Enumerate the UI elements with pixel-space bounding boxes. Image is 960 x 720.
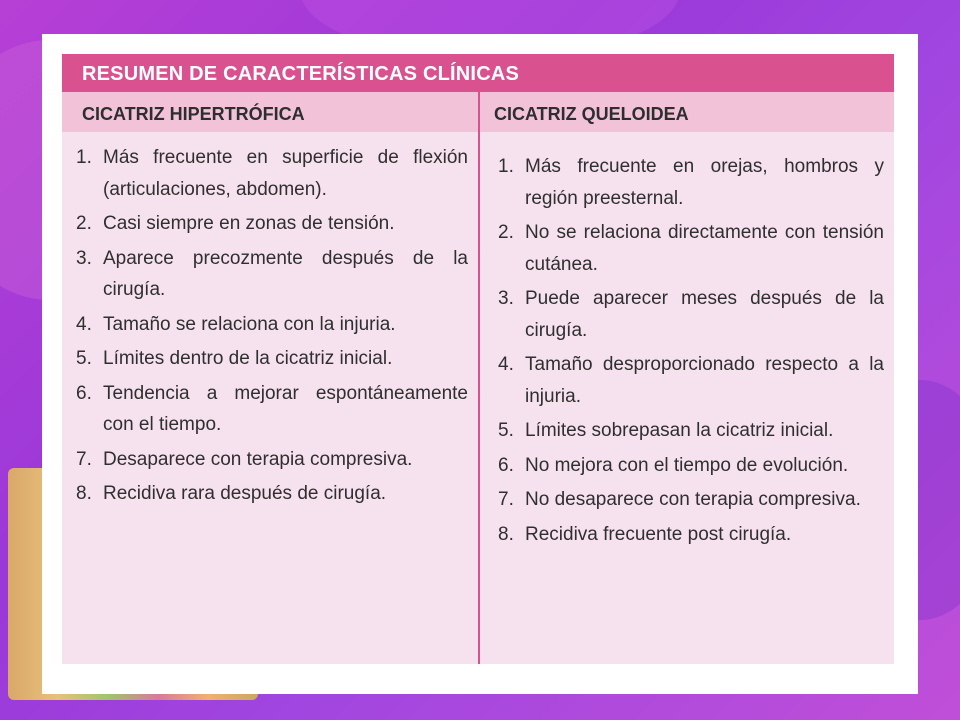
item-text: Tamaño desproporcionado respecto a la injuria. [525, 354, 884, 407]
item-number: 5. [76, 348, 92, 369]
column-divider [478, 92, 480, 664]
table-title: RESUMEN DE CARACTERÍSTICAS CLÍNICAS [62, 54, 894, 92]
item-text: Desaparece con terapia compresiva. [103, 448, 413, 470]
list-item [498, 415, 884, 447]
item-number: 2. [76, 213, 92, 234]
list-item [76, 378, 468, 441]
item-text: Límites dentro de la cicatriz inicial. [103, 348, 393, 369]
item-text: No mejora con el tiempo de evolución. [525, 454, 849, 476]
item-number: 6. [498, 454, 514, 476]
list-item [76, 343, 468, 375]
list-item [498, 519, 884, 551]
list-item [76, 444, 468, 476]
list-item [498, 283, 884, 346]
list-item [76, 309, 468, 341]
item-number: 6. [76, 382, 92, 404]
item-number: 3. [498, 288, 514, 309]
item-text: Aparece precozmente después de la cirugía. [103, 247, 468, 300]
list-item [498, 217, 884, 280]
item-number: 2. [498, 222, 514, 243]
item-text: Recidiva rara después de cirugía. [103, 483, 387, 504]
item-number: 4. [498, 354, 514, 375]
list-item [498, 151, 884, 214]
list-item [498, 349, 884, 412]
item-text: Recidiva frecuente post cirugía. [525, 523, 792, 545]
item-text: Tendencia a mejorar espontáneamente con el tiempo. [103, 382, 468, 435]
queloidea-list [498, 151, 884, 553]
column-header-hipertrofica: CICATRIZ HIPERTRÓFICA [62, 92, 478, 132]
slide-panel [42, 34, 918, 694]
column-header-queloidea: CICATRIZ QUELOIDEA [480, 92, 894, 132]
item-number: 8. [76, 483, 92, 504]
list-item [498, 484, 884, 516]
list-item [76, 478, 468, 510]
item-text: Puede aparecer meses después de la cirugía. [525, 288, 884, 341]
item-text: Límites sobrepasan la cicatriz inicial. [525, 420, 834, 441]
item-number: 3. [76, 247, 92, 269]
item-text: Más frecuente en orejas, hombros y región preesternal. [525, 156, 884, 209]
item-number: 4. [76, 313, 92, 335]
list-item [76, 243, 468, 306]
item-text: Más frecuente en superficie de flexión (articulaciones, abdomen). [103, 147, 468, 200]
item-number: 8. [498, 523, 514, 545]
item-number: 1. [76, 147, 92, 168]
list-item [76, 208, 468, 240]
summary-table [62, 54, 894, 664]
item-number: 7. [76, 448, 92, 470]
item-text: Casi siempre en zonas de tensión. [103, 213, 395, 234]
item-text: Tamaño se relaciona con la injuria. [103, 313, 396, 335]
item-text: No se relaciona directamente con tensión cutánea. [525, 222, 884, 275]
list-item [498, 450, 884, 482]
item-text: No desaparece con terapia compresiva. [525, 489, 861, 510]
hipertrofica-list [76, 142, 468, 513]
item-number: 1. [498, 156, 514, 177]
item-number: 5. [498, 420, 514, 441]
item-number: 7. [498, 489, 514, 510]
list-item [76, 142, 468, 205]
